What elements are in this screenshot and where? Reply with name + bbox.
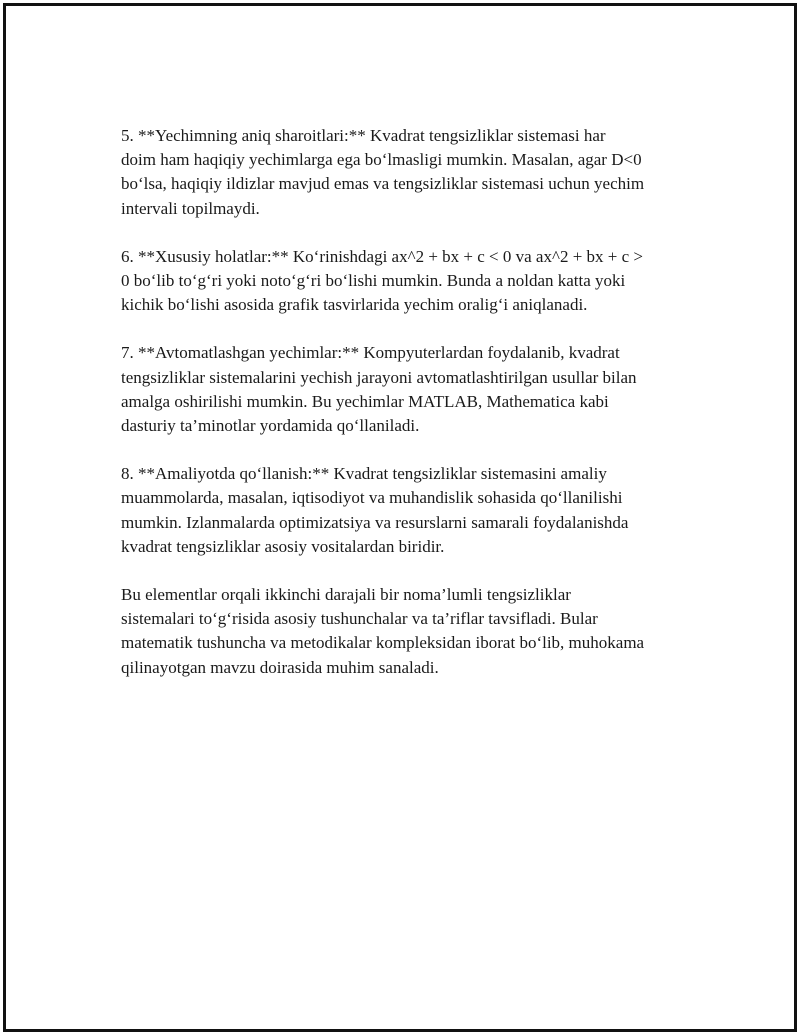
text-line: 8. **Amaliyotda qo‘llanish:** Kvadrat tengsizliklar sistemasini amaliy xyxy=(121,464,607,484)
text-line: mumkin. Izlanmalarda optimizatsiya va resurslarni samarali foydalanishda xyxy=(121,512,629,532)
text-line: matematik tushuncha va metodikalar kompleksidan iborat bo‘lib, muhokama xyxy=(121,633,645,653)
text-line: qilinayotgan mavzu doirasida muhim sanaladi. xyxy=(121,657,439,677)
paragraph-item-8 xyxy=(121,462,696,559)
text-line: doim ham haqiqiy yechimlarga ega bo‘lmasligi mumkin. Masalan, agar D<0 xyxy=(121,150,642,170)
text-line: tengsizliklar sistemalarini yechish jarayoni avtomatlashtirilgan usullar bilan xyxy=(121,367,637,387)
text-line: bo‘lsa, haqiqiy ildizlar mavjud emas va tengsizliklar sistemasi uchun yechim xyxy=(121,174,645,194)
text-line: muammolarda, masalan, iqtisodiyot va muhandislik sohasida qo‘llanilishi xyxy=(121,488,623,508)
text-line: kvadrat tengsizliklar asosiy vositalardan biridir. xyxy=(121,536,445,556)
text-line: Bu elementlar orqali ikkinchi darajali bir noma’lumli tengsizliklar xyxy=(121,585,571,605)
text-line: 5. **Yechimning aniq sharoitlari:** Kvadrat tengsizliklar sistemasi har xyxy=(121,126,606,145)
paragraph-conclusion xyxy=(121,583,696,680)
text-line: 0 bo‘lib to‘g‘ri yoki noto‘g‘ri bo‘lishi mumkin. Bunda a noldan katta yoki xyxy=(121,271,626,291)
text-line: sistemalari to‘g‘risida asosiy tushunchalar va ta’riflar tavsifladi. Bular xyxy=(121,609,598,629)
text-line: 7. **Avtomatlashgan yechimlar:** Kompyuterlardan foydalanib, kvadrat xyxy=(121,343,620,363)
paragraph-item-7 xyxy=(121,341,696,438)
paragraph-item-6 xyxy=(121,245,696,318)
text-line: dasturiy ta’minotlar yordamida qo‘llaniladi. xyxy=(121,416,420,436)
page-border xyxy=(3,3,797,1032)
document-body xyxy=(121,124,696,704)
text-line: kichik bo‘lishi asosida grafik tasvirlarida yechim oralig‘i aniqlanadi. xyxy=(121,295,588,315)
text-line: amalga oshirilishi mumkin. Bu yechimlar MATLAB, Mathematica kabi xyxy=(121,391,609,411)
text-line: 6. **Xususiy holatlar:** Ko‘rinishdagi ax^2 + bx + c < 0 va ax^2 + bx + c > xyxy=(121,246,644,266)
text-line: intervali topilmaydi. xyxy=(121,198,260,218)
paragraph-item-5 xyxy=(121,124,696,221)
